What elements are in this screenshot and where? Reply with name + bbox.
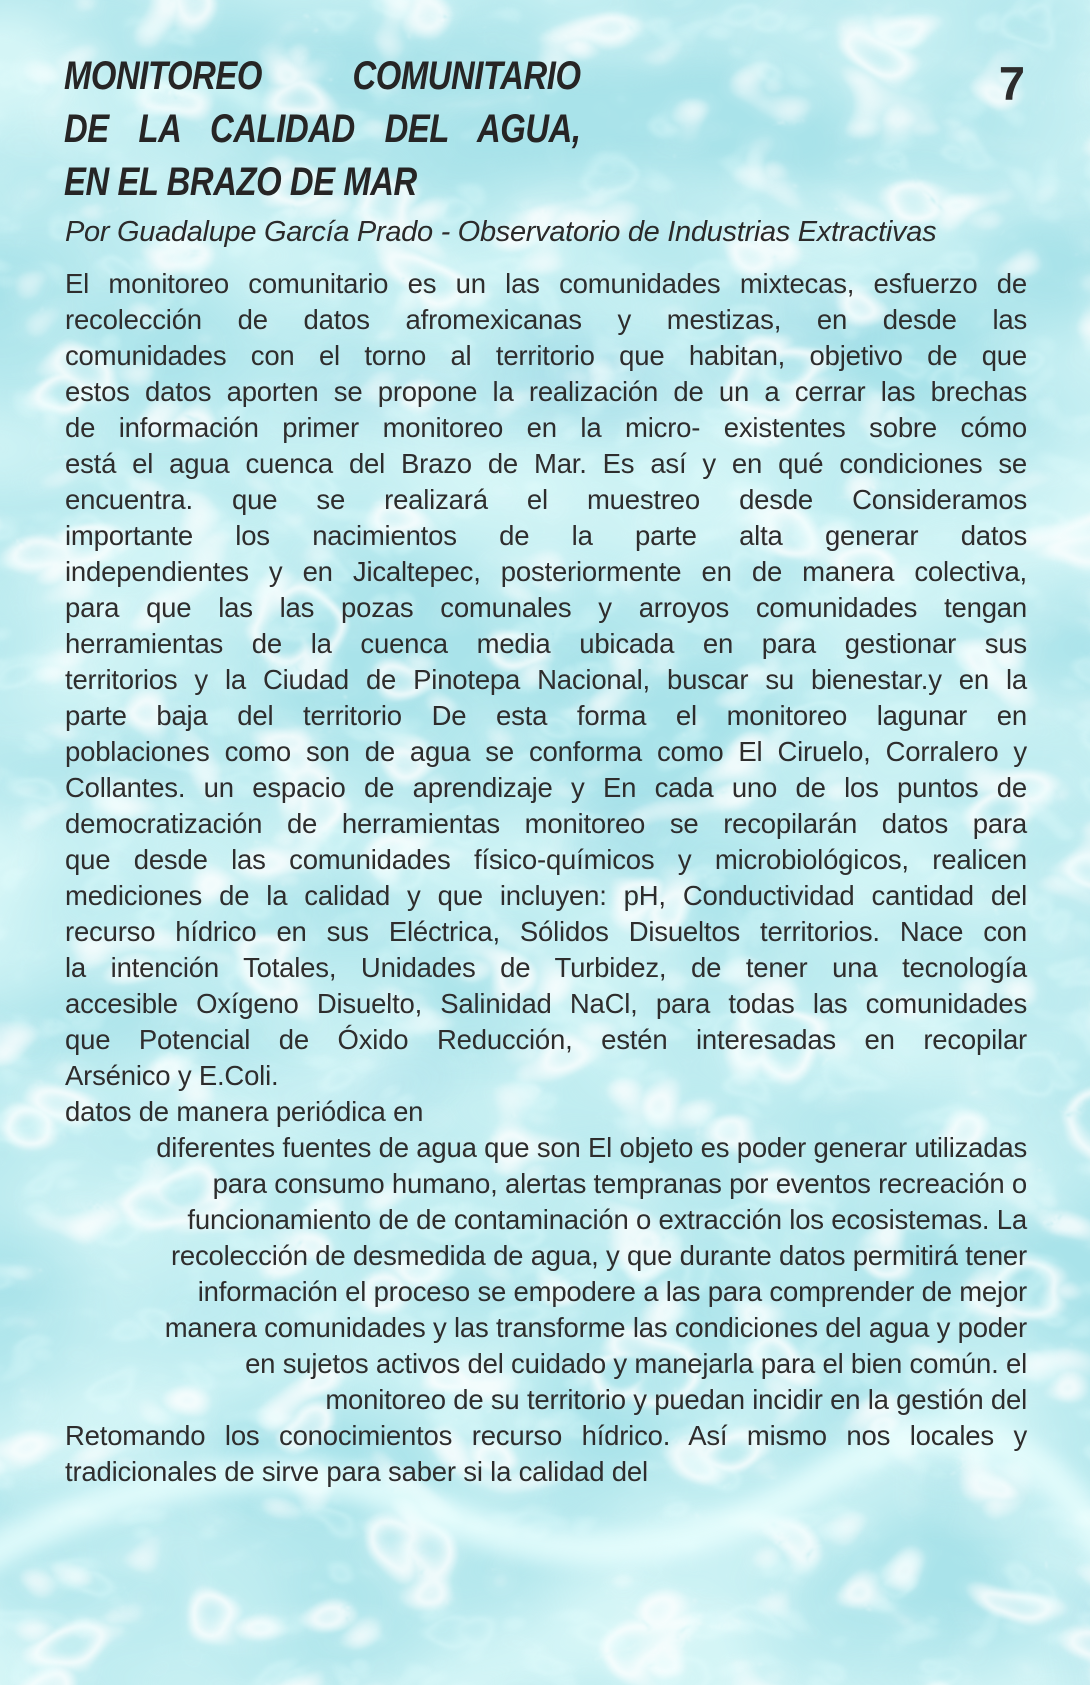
- text-line: democratización de herramientas monitoreo se recopilarán datos para: [65, 808, 1027, 839]
- title-line-3: EN EL BRAZO DE MAR: [64, 160, 417, 204]
- text-line: Collantes. un espacio de aprendizaje y En cada uno de los puntos de: [65, 772, 1027, 803]
- text-line: herramientas de la cuenca media ubicada en para gestionar sus: [65, 628, 1027, 659]
- text-line: independientes y en Jicaltepec, posteriormente en de manera colectiva,: [65, 556, 1027, 587]
- article-title: [64, 50, 581, 209]
- text-line: datos de manera periódica en: [65, 1096, 424, 1127]
- text-line: estos datos aporten se propone la realización de un a cerrar las brechas: [65, 376, 1027, 407]
- justified-text-block: [65, 266, 1027, 1058]
- text-line: monitoreo de su territorio y puedan incidir en la gestión del: [325, 1384, 1027, 1415]
- right-text-block: [65, 1130, 1027, 1418]
- text-line: que Potencial de Óxido Reducción, estén interesadas en recopilar: [65, 1024, 1027, 1055]
- text-line: importante los nacimientos de la parte alta generar datos: [65, 520, 1027, 551]
- text-line: en sujetos activos del cuidado y manejarla para el bien común. el: [245, 1348, 1027, 1379]
- article-byline: Por Guadalupe García Prado - Observatorio de Industrias Extractivas: [65, 216, 937, 248]
- text-line: recolección de desmedida de agua, y que durante datos permitirá tener: [170, 1240, 1027, 1271]
- text-line: para consumo humano, alertas tempranas por eventos recreación o: [212, 1168, 1027, 1199]
- text-line: territorios y la Ciudad de Pinotepa Nacional, buscar su bienestar.y en la: [65, 664, 1027, 695]
- text-line: El monitoreo comunitario es un las comunidades mixtecas, esfuerzo de: [65, 268, 1027, 299]
- page-number: 7: [998, 57, 1024, 110]
- text-line: accesible Oxígeno Disuelto, Salinidad NaCl, para todas las comunidades: [65, 988, 1027, 1019]
- left-text-block: [65, 1058, 1027, 1130]
- closing-justified-line: Retomando los conocimientos recurso hídrico. Así mismo nos locales y: [65, 1420, 1027, 1451]
- text-line: poblaciones como son de agua se conforma como El Ciruelo, Corralero y: [65, 736, 1027, 767]
- closing-left-line: tradicionales de sirve para saber si la calidad del: [65, 1456, 648, 1487]
- text-line: la intención Totales, Unidades de Turbidez, de tener una tecnología: [65, 952, 1027, 983]
- text-line: manera comunidades y las transforme las condiciones del agua y poder: [164, 1312, 1027, 1343]
- text-line: que desde las comunidades físico-químicos y microbiológicos, realicen: [65, 844, 1027, 875]
- text-line: para que las las pozas comunales y arroyos comunidades tengan: [65, 592, 1027, 623]
- text-line: de información primer monitoreo en la micro- existentes sobre cómo: [65, 412, 1027, 443]
- text-line: parte baja del territorio De esta forma el monitoreo lagunar en: [65, 700, 1027, 731]
- text-line: está el agua cuenca del Brazo de Mar. Es así y en qué condiciones se: [65, 448, 1027, 479]
- text-line: mediciones de la calidad y que incluyen: pH, Conductividad cantidad del: [65, 880, 1027, 911]
- title-line-2: DE LA CALIDAD DEL AGUA,: [64, 107, 581, 151]
- text-line: recurso hídrico en sus Eléctrica, Sólidos Disueltos territorios. Nace con: [65, 916, 1027, 947]
- article-body: [65, 266, 1027, 1490]
- text-line: diferentes fuentes de agua que son El objeto es poder generar utilizadas: [156, 1132, 1027, 1163]
- title-line-1: MONITOREO COMUNITARIO: [64, 54, 581, 98]
- text-line: comunidades con el torno al territorio que habitan, objetivo de que: [65, 340, 1027, 371]
- text-line: encuentra. que se realizará el muestreo desde Consideramos: [65, 484, 1027, 515]
- text-line: información el proceso se empodere a las para comprender de mejor: [197, 1276, 1027, 1307]
- text-line: Arsénico y E.Coli.: [65, 1060, 279, 1091]
- text-line: recolección de datos afromexicanas y mestizas, en desde las: [65, 304, 1027, 335]
- text-line: funcionamiento de de contaminación o extracción los ecosistemas. La: [187, 1204, 1027, 1235]
